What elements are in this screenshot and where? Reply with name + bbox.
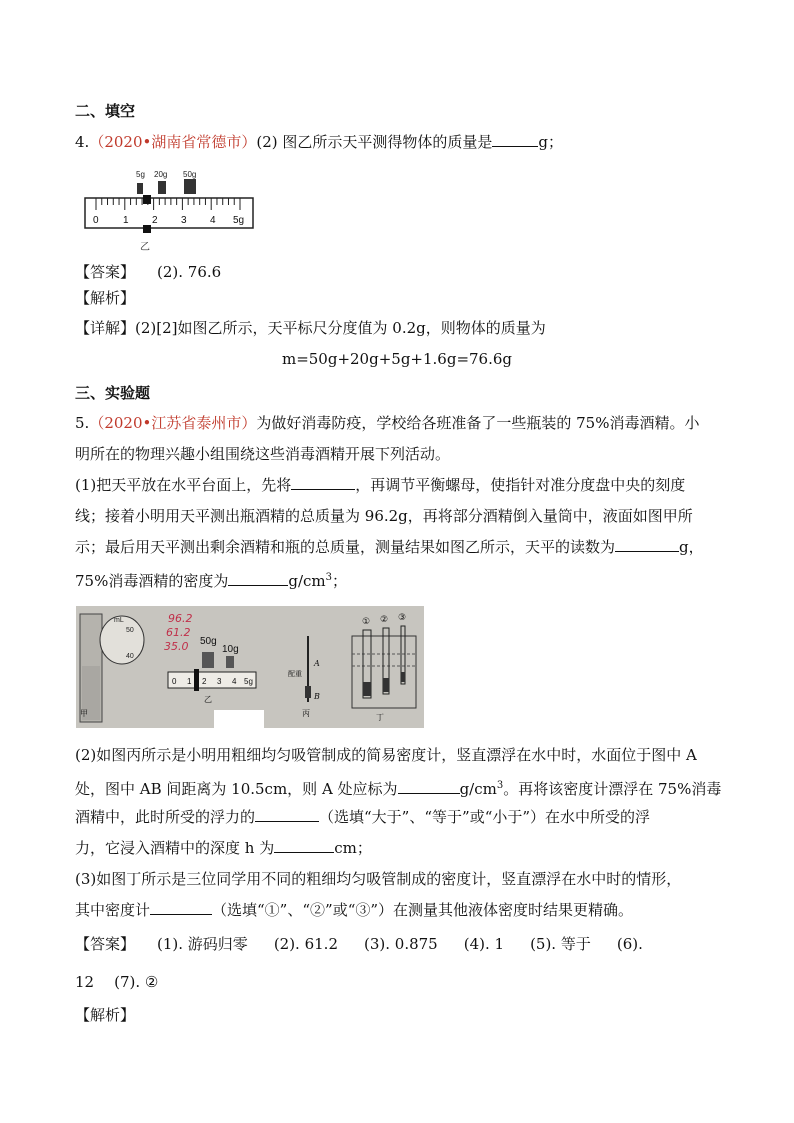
question-text: 为做好消毒防疫，学校给各班准备了一些瓶装的 75%消毒酒精。小 bbox=[256, 414, 700, 432]
figure-balance-rider bbox=[80, 165, 260, 255]
unit: g/cm bbox=[459, 780, 497, 798]
q5-line-9 bbox=[75, 807, 650, 827]
answer-item: (4). 1 bbox=[463, 935, 505, 953]
rider-top bbox=[143, 195, 151, 204]
answer-blank bbox=[398, 779, 460, 794]
answer-item: (6). bbox=[616, 935, 643, 953]
text: g， bbox=[679, 538, 704, 556]
counterweight-label: 配重 bbox=[288, 670, 302, 678]
cylinder-mark-40: 40 bbox=[126, 653, 134, 660]
scale-bar bbox=[85, 198, 253, 228]
cylinder-mark-50: 50 bbox=[126, 627, 134, 634]
answer-tag: 【答案】 bbox=[75, 263, 136, 281]
weight-50g bbox=[184, 179, 196, 194]
q5-line-10 bbox=[75, 838, 372, 858]
white-patch bbox=[214, 710, 264, 728]
scale-bar bbox=[168, 672, 256, 688]
weight-label-10g: 10g bbox=[222, 644, 239, 655]
weight-20g bbox=[158, 181, 166, 194]
figure-label-bing: 丙 bbox=[302, 709, 310, 718]
tick-label: 5g bbox=[244, 677, 253, 686]
text: 力，它浸入酒精中的深度 h 为 bbox=[75, 839, 275, 857]
tick-label: 2 bbox=[152, 215, 158, 226]
text: 示；最后用天平测出剩余酒精和瓶的总质量，测量结果如图乙所示，天平的读数为 bbox=[75, 538, 616, 556]
question-number: 5. bbox=[75, 414, 90, 432]
q5-answer-cont bbox=[75, 972, 158, 992]
q4-detail bbox=[75, 318, 546, 338]
text: 处，图中 AB 间距离为 10.5cm，则 A 处应标为 bbox=[75, 780, 398, 798]
answer-item: (1). 游码归零 bbox=[157, 935, 248, 953]
q4-analysis-tag: 【解析】 bbox=[75, 289, 136, 307]
text: ； bbox=[332, 572, 348, 590]
tick-label: 5g bbox=[233, 215, 245, 226]
rider-bottom bbox=[143, 225, 151, 233]
text: 酒精中，此时所受的浮力的 bbox=[75, 808, 256, 826]
q5-line-4: 线；接着小明用天平测出瓶酒精的总质量为 96.2g，再将部分酒精倒入量筒中，液面如图甲所 bbox=[75, 507, 693, 525]
figure-experiment-photo bbox=[76, 606, 424, 728]
answer-item: 12 bbox=[75, 973, 95, 991]
q5-answer bbox=[75, 934, 643, 954]
question-source: （2020•江苏省泰州市） bbox=[89, 414, 257, 432]
q5-line-6 bbox=[75, 568, 347, 591]
section-title-experiment: 三、实验题 bbox=[75, 384, 151, 402]
section-title-fill-blank: 二、填空 bbox=[75, 102, 136, 120]
detail-text: (2)[2]如图乙所示，天平标尺分度值为 0.2g，则物体的质量为 bbox=[135, 319, 546, 337]
weight-5g bbox=[137, 183, 143, 194]
answer-blank bbox=[492, 132, 538, 147]
tick-label: 3 bbox=[181, 215, 187, 226]
question-4-stem bbox=[75, 132, 563, 152]
answer-text: (2). 76.6 bbox=[157, 263, 222, 281]
answer-item: (3). 0.875 bbox=[364, 935, 438, 953]
tick-label: 0 bbox=[93, 215, 99, 226]
q5-line-2: 明所在的物理兴趣小组围绕这些消毒酒精开展下列活动。 bbox=[75, 445, 451, 463]
answer-tag: 【答案】 bbox=[75, 935, 136, 953]
unit-exponent: 3 bbox=[325, 572, 332, 583]
answer-blank bbox=[228, 571, 288, 586]
counterweight bbox=[305, 686, 311, 698]
detail-tag: 【详解】 bbox=[75, 319, 136, 337]
tick-label: 0 bbox=[172, 677, 177, 686]
q5-line-3 bbox=[75, 475, 685, 495]
answer-blank bbox=[150, 900, 212, 915]
hydrometer-label-1: ① bbox=[362, 617, 371, 627]
handwritten-note: 96.2 bbox=[168, 612, 193, 625]
handwritten-note: 35.0 bbox=[164, 640, 189, 653]
tick-label: 1 bbox=[123, 215, 129, 226]
handwritten-note: 61.2 bbox=[166, 626, 191, 639]
hydrometer-1-weight bbox=[363, 682, 371, 696]
hydrometer-2-weight bbox=[383, 678, 389, 692]
unit-exponent: 3 bbox=[496, 780, 504, 791]
weight-label-50g: 50g bbox=[200, 636, 217, 647]
tick-label: 2 bbox=[202, 677, 207, 686]
answer-blank bbox=[274, 838, 334, 853]
weight-label-20g: 20g bbox=[154, 170, 168, 179]
q5-line-8 bbox=[75, 776, 721, 799]
text: 。再将该密度计漂浮在 75%消毒 bbox=[503, 780, 722, 798]
weight-50g bbox=[202, 652, 214, 668]
text: (1)把天平放在水平台面上，先将 bbox=[75, 476, 292, 494]
answer-item: (7). ② bbox=[114, 973, 159, 991]
answer-blank bbox=[255, 807, 319, 822]
question-text: (2) 图乙所示天平测得物体的质量是 bbox=[256, 133, 493, 151]
point-b: B bbox=[314, 692, 320, 701]
q5-line-7: (2)如图丙所示是小明用粗细均匀吸管制成的简易密度计，竖直漂浮在水中时，水面位于图中 A bbox=[75, 746, 697, 764]
hydrometer-3-weight bbox=[401, 672, 405, 682]
rider bbox=[194, 669, 199, 691]
text: 其中密度计 bbox=[75, 901, 151, 919]
tick-label: 4 bbox=[210, 215, 216, 226]
weight-label-50g: 50g bbox=[183, 170, 197, 179]
tick-label: 4 bbox=[232, 677, 237, 686]
figure-label-yi: 乙 bbox=[204, 695, 212, 704]
figure-label-ding: 丁 bbox=[376, 713, 384, 722]
question-source: （2020•湖南省常德市） bbox=[89, 133, 257, 151]
answer-blank bbox=[615, 537, 679, 552]
text: ，再调节平衡螺母，使指针对准分度盘中央的刻度 bbox=[355, 476, 686, 494]
figure-label: 乙 bbox=[140, 242, 150, 253]
answer-blank bbox=[291, 475, 355, 490]
answer-item: (5). 等于 bbox=[530, 935, 591, 953]
text: cm； bbox=[334, 839, 372, 857]
hydrometer-label-3: ③ bbox=[398, 613, 407, 623]
hydrometer-label-2: ② bbox=[380, 615, 389, 625]
figure-label-jia: 甲 bbox=[80, 709, 88, 718]
question-tail: g； bbox=[538, 133, 563, 151]
q4-answer bbox=[75, 262, 221, 282]
q5-line-12 bbox=[75, 900, 633, 920]
q5-analysis-tag: 【解析】 bbox=[75, 1006, 136, 1024]
point-a: A bbox=[314, 659, 320, 668]
weight-label-5g: 5g bbox=[136, 170, 145, 179]
text: （选填“大于”、“等于”或“小于”）在水中所受的浮 bbox=[319, 808, 651, 826]
text: （选填“①”、“②”或“③”）在测量其他液体密度时结果更精确。 bbox=[212, 901, 634, 919]
q5-line-1 bbox=[75, 413, 699, 433]
q5-line-11: (3)如图丁所示是三位同学用不同的粗细均匀吸管制成的密度计，竖直漂浮在水中时的情形， bbox=[75, 870, 682, 888]
answer-item: (2). 61.2 bbox=[273, 935, 338, 953]
cylinder-unit: mL bbox=[114, 617, 124, 624]
weight-10g bbox=[226, 656, 234, 668]
tick-label: 1 bbox=[187, 677, 192, 686]
tick-label: 3 bbox=[217, 677, 222, 686]
q5-line-5 bbox=[75, 537, 704, 557]
question-number: 4. bbox=[75, 133, 90, 151]
q4-formula: m=50g+20g+5g+1.6g=76.6g bbox=[281, 350, 513, 368]
text: 75%消毒酒精的密度为 bbox=[75, 572, 229, 590]
unit: g/cm bbox=[288, 572, 326, 590]
